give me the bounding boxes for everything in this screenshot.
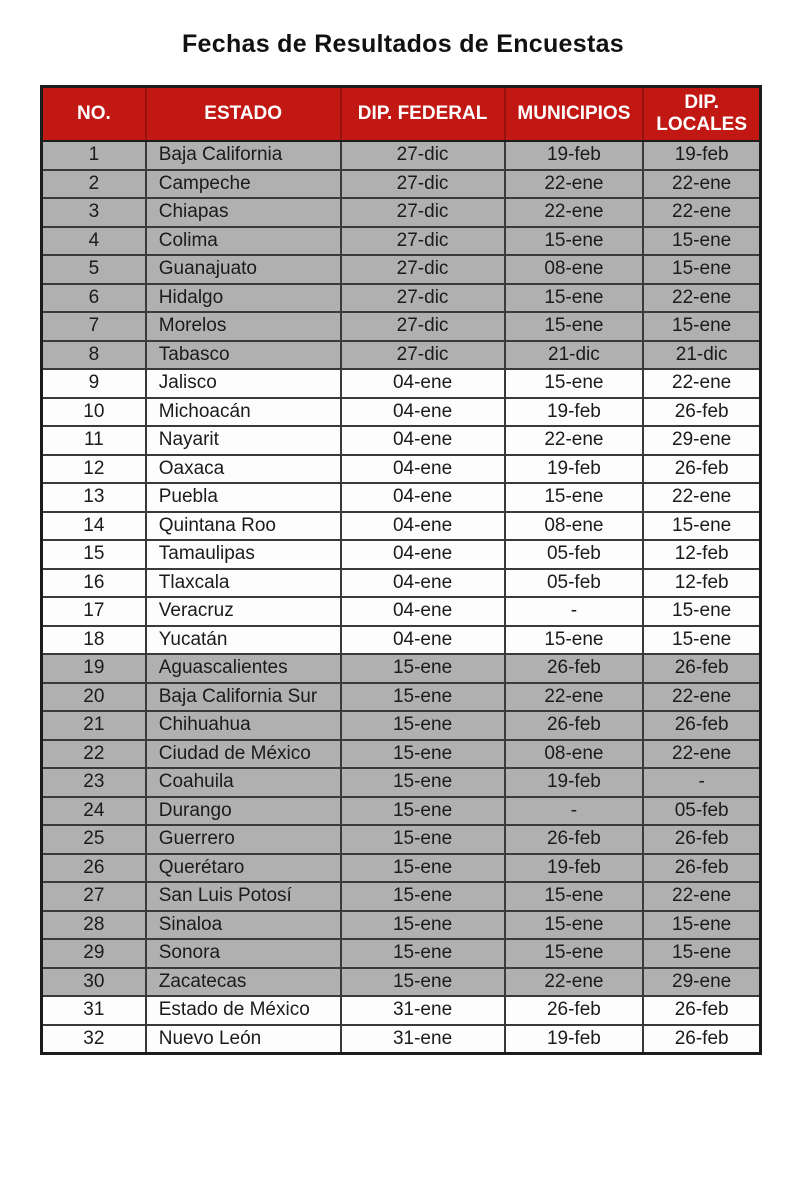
cell-no: 32 <box>42 1025 146 1054</box>
cell-dip-locales: 26-feb <box>643 398 760 427</box>
cell-dip-federal: 15-ene <box>341 825 505 854</box>
cell-municipios: 15-ene <box>505 312 644 341</box>
cell-estado: Campeche <box>146 170 341 199</box>
cell-dip-locales: 22-ene <box>643 170 760 199</box>
cell-dip-locales: 15-ene <box>643 911 760 940</box>
table-row <box>42 569 761 598</box>
cell-dip-federal: 15-ene <box>341 854 505 883</box>
cell-no: 31 <box>42 996 146 1025</box>
cell-no: 21 <box>42 711 146 740</box>
cell-estado: Sonora <box>146 939 341 968</box>
cell-estado: Quintana Roo <box>146 512 341 541</box>
cell-no: 16 <box>42 569 146 598</box>
cell-dip-locales: 19-feb <box>643 141 760 170</box>
cell-no: 28 <box>42 911 146 940</box>
cell-no: 9 <box>42 369 146 398</box>
cell-no: 25 <box>42 825 146 854</box>
cell-estado: Morelos <box>146 312 341 341</box>
cell-no: 26 <box>42 854 146 883</box>
cell-no: 3 <box>42 198 146 227</box>
table-header <box>42 87 761 142</box>
cell-dip-locales: 15-ene <box>643 597 760 626</box>
cell-estado: Veracruz <box>146 597 341 626</box>
cell-no: 17 <box>42 597 146 626</box>
cell-no: 5 <box>42 255 146 284</box>
cell-dip-federal: 31-ene <box>341 1025 505 1054</box>
table-row <box>42 540 761 569</box>
table-row <box>42 597 761 626</box>
cell-municipios: 19-feb <box>505 768 644 797</box>
cell-municipios: 15-ene <box>505 911 644 940</box>
cell-no: 19 <box>42 654 146 683</box>
cell-no: 20 <box>42 683 146 712</box>
cell-estado: Yucatán <box>146 626 341 655</box>
table-row <box>42 1025 761 1054</box>
cell-dip-locales: 29-ene <box>643 426 760 455</box>
cell-dip-locales: 22-ene <box>643 740 760 769</box>
cell-no: 12 <box>42 455 146 484</box>
cell-estado: Estado de México <box>146 996 341 1025</box>
table-row <box>42 654 761 683</box>
cell-dip-locales: 29-ene <box>643 968 760 997</box>
cell-municipios: 19-feb <box>505 141 644 170</box>
cell-municipios: 21-dic <box>505 341 644 370</box>
cell-municipios: 26-feb <box>505 825 644 854</box>
cell-no: 14 <box>42 512 146 541</box>
cell-municipios: 15-ene <box>505 939 644 968</box>
cell-dip-locales: 26-feb <box>643 996 760 1025</box>
cell-municipios: 15-ene <box>505 227 644 256</box>
cell-dip-locales: 26-feb <box>643 1025 760 1054</box>
cell-no: 1 <box>42 141 146 170</box>
cell-municipios: 26-feb <box>505 996 644 1025</box>
table-row <box>42 341 761 370</box>
cell-dip-locales: 12-feb <box>643 569 760 598</box>
table-row <box>42 711 761 740</box>
cell-no: 4 <box>42 227 146 256</box>
table-row <box>42 255 761 284</box>
cell-dip-federal: 27-dic <box>341 312 505 341</box>
cell-dip-federal: 27-dic <box>341 341 505 370</box>
column-header-dip-federal: DIP. FEDERAL <box>341 87 505 142</box>
cell-dip-locales: 22-ene <box>643 683 760 712</box>
cell-dip-locales: 22-ene <box>643 284 760 313</box>
cell-dip-federal: 04-ene <box>341 512 505 541</box>
table-row <box>42 683 761 712</box>
column-header-no: NO. <box>42 87 146 142</box>
cell-dip-federal: 04-ene <box>341 597 505 626</box>
column-header-estado: ESTADO <box>146 87 341 142</box>
cell-dip-federal: 15-ene <box>341 768 505 797</box>
results-table <box>40 85 762 1055</box>
cell-dip-federal: 15-ene <box>341 654 505 683</box>
table-row <box>42 626 761 655</box>
table-row <box>42 284 761 313</box>
cell-municipios: 15-ene <box>505 284 644 313</box>
table-row <box>42 227 761 256</box>
cell-municipios: 19-feb <box>505 1025 644 1054</box>
cell-estado: Tlaxcala <box>146 569 341 598</box>
cell-dip-locales: 22-ene <box>643 369 760 398</box>
cell-dip-federal: 04-ene <box>341 569 505 598</box>
cell-dip-locales: 15-ene <box>643 939 760 968</box>
cell-estado: Jalisco <box>146 369 341 398</box>
cell-no: 29 <box>42 939 146 968</box>
cell-dip-federal: 15-ene <box>341 968 505 997</box>
cell-municipios: 15-ene <box>505 369 644 398</box>
table-row <box>42 740 761 769</box>
cell-estado: Michoacán <box>146 398 341 427</box>
table-row <box>42 797 761 826</box>
table-row <box>42 939 761 968</box>
cell-dip-federal: 15-ene <box>341 911 505 940</box>
table-row <box>42 512 761 541</box>
cell-dip-federal: 27-dic <box>341 227 505 256</box>
cell-no: 22 <box>42 740 146 769</box>
cell-dip-federal: 04-ene <box>341 455 505 484</box>
cell-estado: Nayarit <box>146 426 341 455</box>
cell-dip-locales: 26-feb <box>643 825 760 854</box>
cell-municipios: 22-ene <box>505 426 644 455</box>
cell-dip-federal: 04-ene <box>341 626 505 655</box>
cell-dip-federal: 04-ene <box>341 369 505 398</box>
cell-dip-locales: 15-ene <box>643 227 760 256</box>
cell-no: 13 <box>42 483 146 512</box>
cell-no: 7 <box>42 312 146 341</box>
cell-estado: Chihuahua <box>146 711 341 740</box>
cell-municipios: 15-ene <box>505 882 644 911</box>
cell-dip-federal: 31-ene <box>341 996 505 1025</box>
table-row <box>42 426 761 455</box>
cell-estado: San Luis Potosí <box>146 882 341 911</box>
cell-no: 30 <box>42 968 146 997</box>
cell-dip-federal: 27-dic <box>341 198 505 227</box>
cell-dip-federal: 04-ene <box>341 483 505 512</box>
cell-estado: Chiapas <box>146 198 341 227</box>
cell-municipios: 22-ene <box>505 968 644 997</box>
cell-dip-locales: 22-ene <box>643 483 760 512</box>
cell-dip-locales: 26-feb <box>643 455 760 484</box>
cell-municipios: 19-feb <box>505 398 644 427</box>
header-row <box>42 87 761 142</box>
cell-estado: Durango <box>146 797 341 826</box>
column-header-dip-locales: DIP. LOCALES <box>643 87 760 142</box>
cell-estado: Zacatecas <box>146 968 341 997</box>
cell-dip-federal: 04-ene <box>341 540 505 569</box>
cell-estado: Aguascalientes <box>146 654 341 683</box>
cell-estado: Puebla <box>146 483 341 512</box>
cell-municipios: 05-feb <box>505 569 644 598</box>
cell-no: 8 <box>42 341 146 370</box>
table-row <box>42 996 761 1025</box>
cell-no: 6 <box>42 284 146 313</box>
table-row <box>42 825 761 854</box>
cell-municipios: 19-feb <box>505 455 644 484</box>
cell-dip-locales: 15-ene <box>643 626 760 655</box>
cell-dip-locales: 15-ene <box>643 312 760 341</box>
cell-dip-locales: 05-feb <box>643 797 760 826</box>
cell-municipios: 19-feb <box>505 854 644 883</box>
cell-municipios: 05-feb <box>505 540 644 569</box>
cell-no: 15 <box>42 540 146 569</box>
table-row <box>42 398 761 427</box>
cell-estado: Ciudad de México <box>146 740 341 769</box>
cell-estado: Guerrero <box>146 825 341 854</box>
cell-municipios: 26-feb <box>505 654 644 683</box>
cell-municipios: 22-ene <box>505 170 644 199</box>
table-row <box>42 170 761 199</box>
table-row <box>42 882 761 911</box>
cell-dip-locales: 26-feb <box>643 654 760 683</box>
table-row <box>42 455 761 484</box>
cell-dip-federal: 27-dic <box>341 141 505 170</box>
cell-municipios: 15-ene <box>505 626 644 655</box>
cell-dip-locales: 15-ene <box>643 512 760 541</box>
cell-no: 24 <box>42 797 146 826</box>
cell-estado: Tamaulipas <box>146 540 341 569</box>
cell-municipios: 08-ene <box>505 255 644 284</box>
table-row <box>42 369 761 398</box>
cell-dip-federal: 27-dic <box>341 255 505 284</box>
cell-municipios: 26-feb <box>505 711 644 740</box>
page-title: Fechas de Resultados de Encuestas <box>181 30 624 58</box>
cell-dip-locales: 12-feb <box>643 540 760 569</box>
cell-dip-federal: 04-ene <box>341 426 505 455</box>
cell-dip-locales: 21-dic <box>643 341 760 370</box>
cell-municipios: 08-ene <box>505 512 644 541</box>
cell-dip-federal: 27-dic <box>341 170 505 199</box>
table-row <box>42 968 761 997</box>
cell-estado: Querétaro <box>146 854 341 883</box>
cell-estado: Nuevo León <box>146 1025 341 1054</box>
cell-dip-federal: 15-ene <box>341 882 505 911</box>
cell-dip-federal: 15-ene <box>341 797 505 826</box>
column-header-municipios: MUNICIPIOS <box>505 87 644 142</box>
cell-no: 10 <box>42 398 146 427</box>
cell-dip-locales: 26-feb <box>643 854 760 883</box>
cell-no: 2 <box>42 170 146 199</box>
cell-dip-locales: 22-ene <box>643 882 760 911</box>
cell-dip-federal: 04-ene <box>341 398 505 427</box>
table-row <box>42 141 761 170</box>
cell-municipios: 08-ene <box>505 740 644 769</box>
cell-estado: Tabasco <box>146 341 341 370</box>
cell-estado: Guanajuato <box>146 255 341 284</box>
cell-dip-federal: 27-dic <box>341 284 505 313</box>
cell-no: 27 <box>42 882 146 911</box>
cell-estado: Baja California <box>146 141 341 170</box>
cell-municipios: 15-ene <box>505 483 644 512</box>
table-row <box>42 854 761 883</box>
table-row <box>42 483 761 512</box>
cell-no: 11 <box>42 426 146 455</box>
cell-no: 18 <box>42 626 146 655</box>
cell-dip-locales: - <box>643 768 760 797</box>
table-row <box>42 911 761 940</box>
cell-dip-locales: 22-ene <box>643 198 760 227</box>
cell-estado: Baja California Sur <box>146 683 341 712</box>
cell-municipios: - <box>505 597 644 626</box>
cell-dip-federal: 15-ene <box>341 683 505 712</box>
cell-estado: Sinaloa <box>146 911 341 940</box>
cell-dip-federal: 15-ene <box>341 939 505 968</box>
table-row <box>42 198 761 227</box>
cell-municipios: 22-ene <box>505 683 644 712</box>
cell-municipios: - <box>505 797 644 826</box>
cell-municipios: 22-ene <box>505 198 644 227</box>
table-row <box>42 312 761 341</box>
cell-no: 23 <box>42 768 146 797</box>
cell-dip-federal: 15-ene <box>341 740 505 769</box>
cell-dip-federal: 15-ene <box>341 711 505 740</box>
cell-dip-locales: 15-ene <box>643 255 760 284</box>
table-row <box>42 768 761 797</box>
cell-estado: Hidalgo <box>146 284 341 313</box>
cell-estado: Colima <box>146 227 341 256</box>
cell-dip-locales: 26-feb <box>643 711 760 740</box>
cell-estado: Coahuila <box>146 768 341 797</box>
cell-estado: Oaxaca <box>146 455 341 484</box>
table-body <box>42 141 761 1054</box>
